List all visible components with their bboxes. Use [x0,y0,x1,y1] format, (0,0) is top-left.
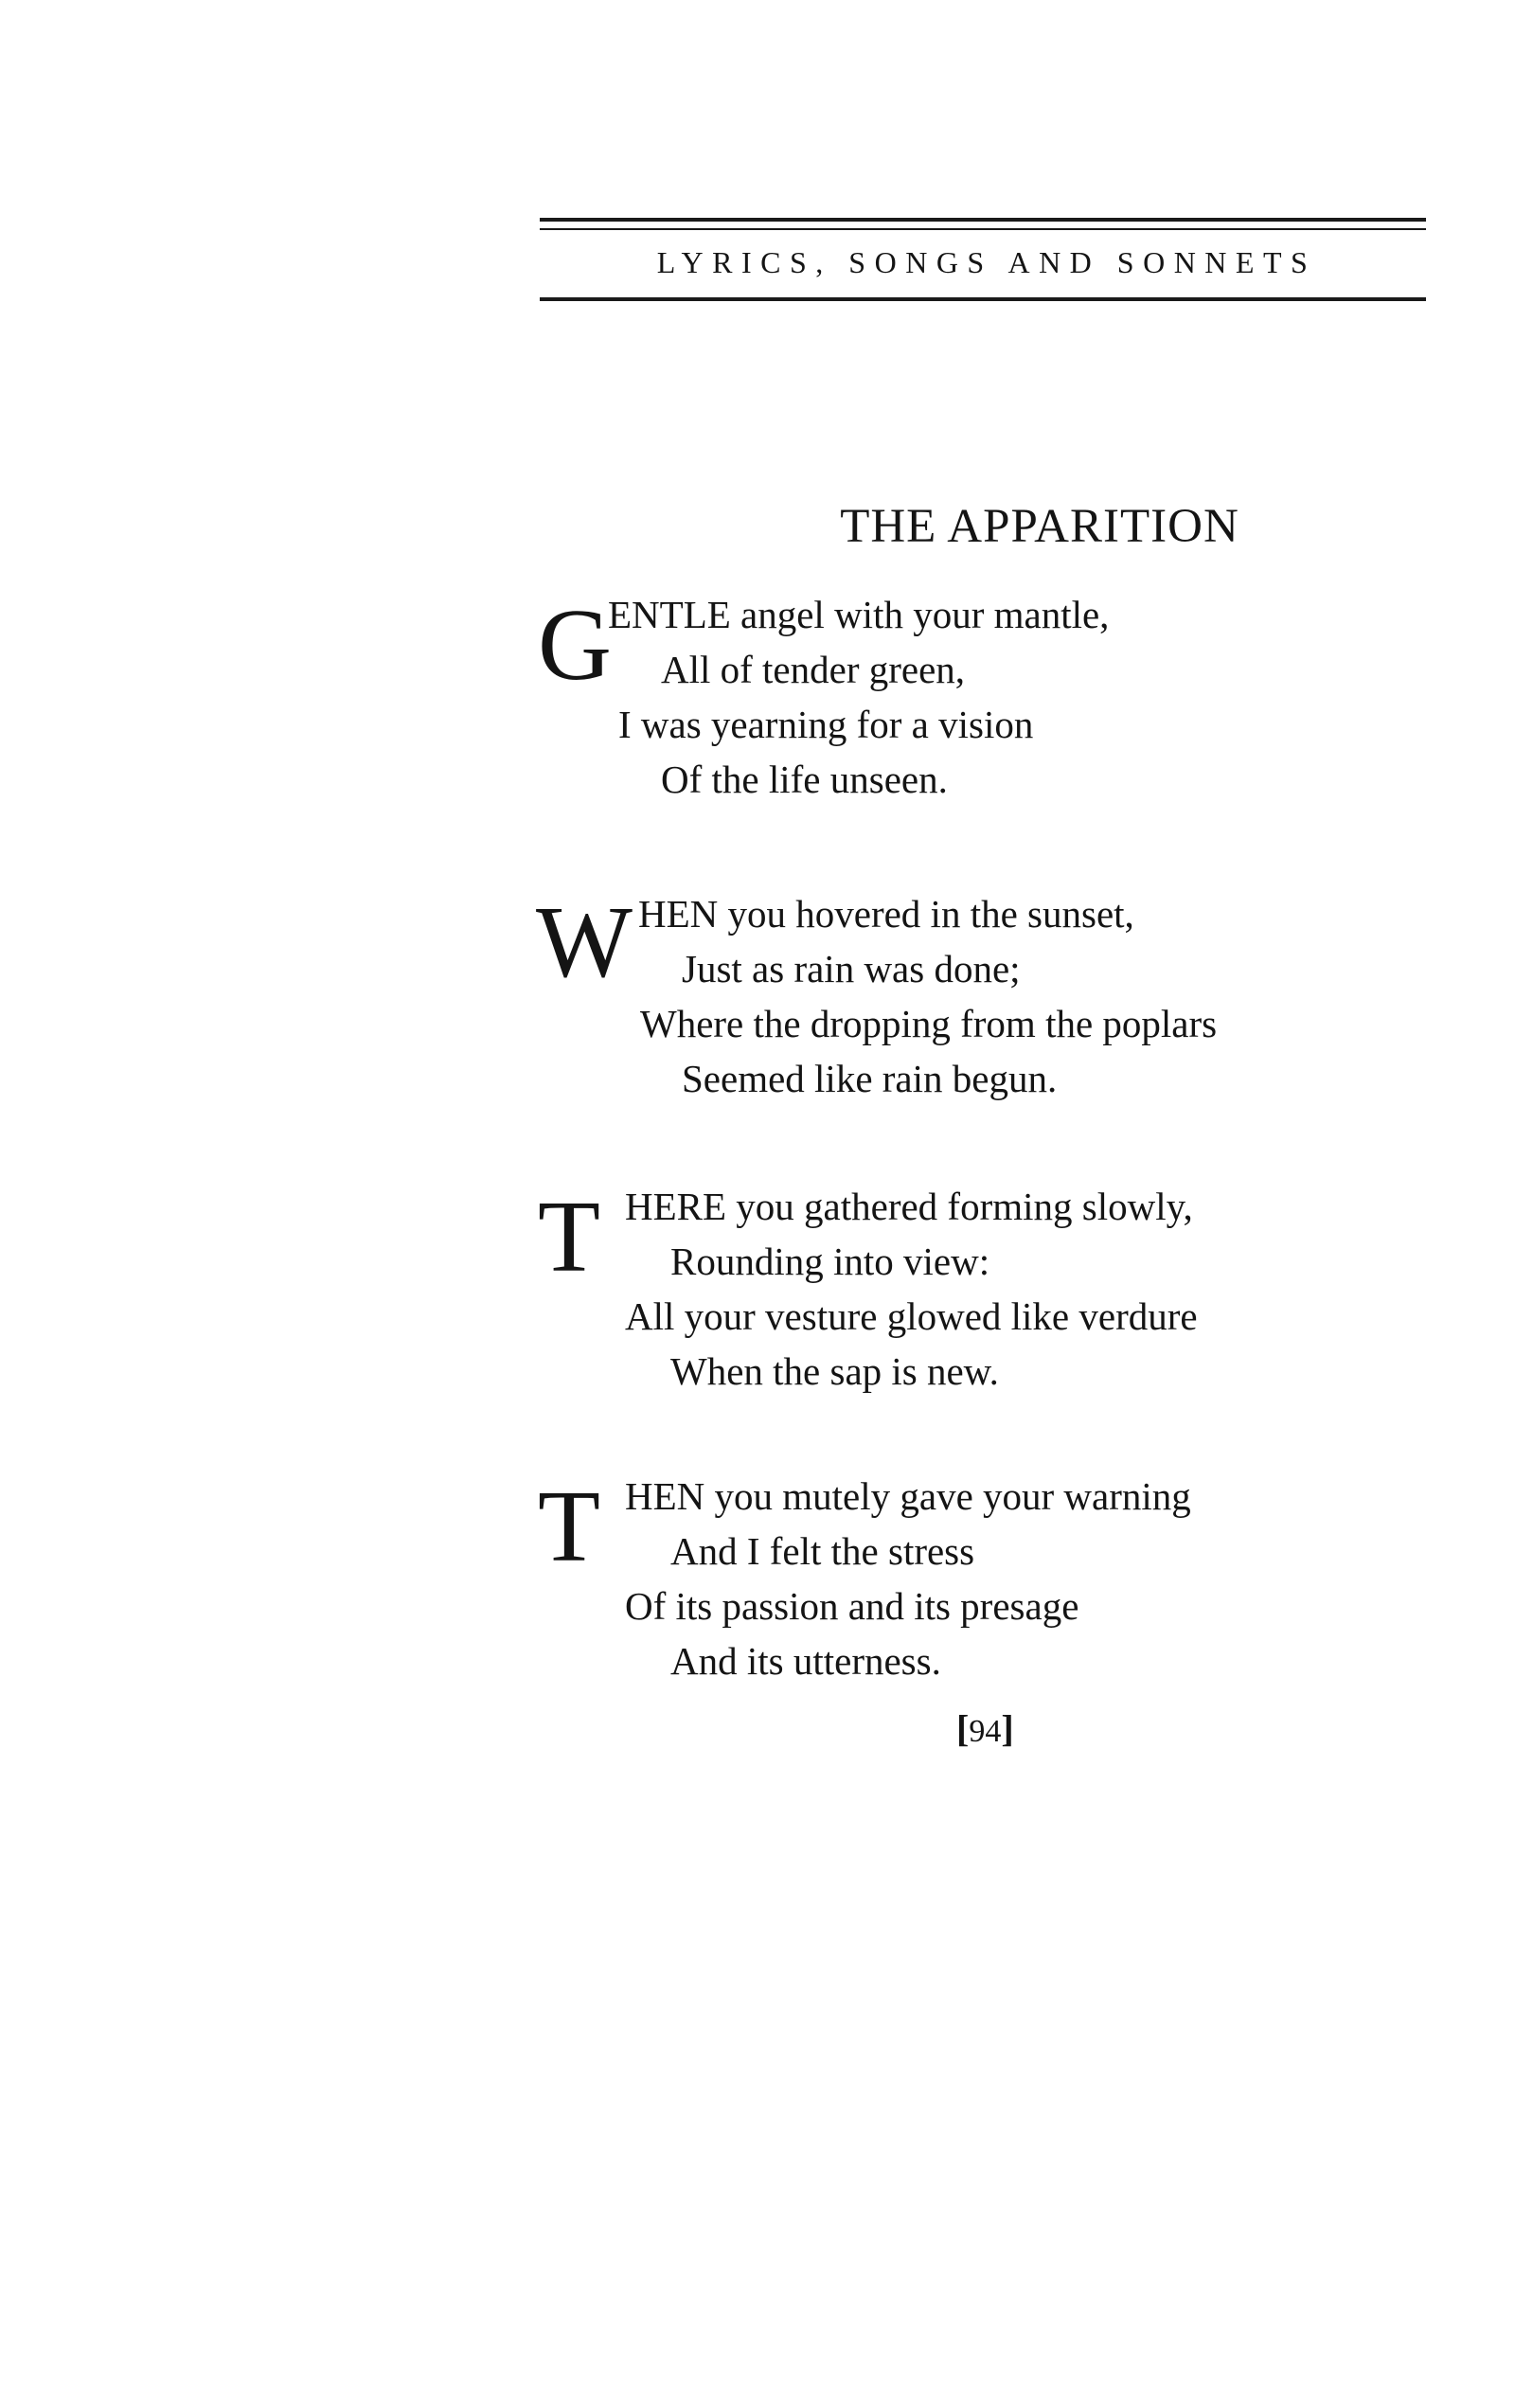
header-rule-top-thick [540,218,1426,222]
stanza-1-line-2: All of tender green, [661,648,966,691]
header-rule-top-thin [540,228,1426,230]
stanza-2-line-2: Just as rain was done; [682,947,1021,990]
stanza-3-line-1: HERE you gathered forming slowly, [625,1185,1193,1228]
header-rule-bottom [540,297,1426,301]
poem-title: THE APPARITION [840,500,1239,553]
stanza-3-line-3: All your vesture glowed like verdure [625,1294,1198,1338]
stanza-4-line-3: Of its passion and its presage [625,1584,1079,1628]
dropcap-w: W [536,886,633,999]
page-number-close-bracket: ] [1001,1707,1014,1750]
dropcap-g: G [538,589,612,702]
stanza-4-line-1: HEN you mutely gave your warning [625,1474,1191,1518]
running-head: LYRICS, SONGS AND SONNETS [656,245,1317,279]
stanza-2-line-3: Where the dropping from the poplars [640,1002,1218,1045]
page-number-value: 94 [969,1714,1002,1749]
stanza-1-line-1: ENTLE angel with your mantle, [608,593,1110,636]
stanza-2-line-4: Seemed like rain begun. [682,1057,1058,1100]
stanza-4-line-4: And its utterness. [670,1639,941,1683]
dropcap-t: T [538,1181,600,1293]
stanza-1-line-4: Of the life unseen. [661,758,948,801]
stanza-4-line-2: And I felt the stress [670,1529,975,1573]
stanza-3-line-4: When the sap is new. [670,1349,999,1393]
stanza-2-line-1: HEN you hovered in the sunset, [638,892,1134,936]
dropcap-t-2: T [538,1471,600,1583]
page-number [956,1704,1014,1757]
stanza-3-line-2: Rounding into view: [670,1240,990,1283]
stanza-1-line-3: I was yearning for a vision [618,703,1034,746]
page-number-open-bracket: [ [956,1707,970,1750]
